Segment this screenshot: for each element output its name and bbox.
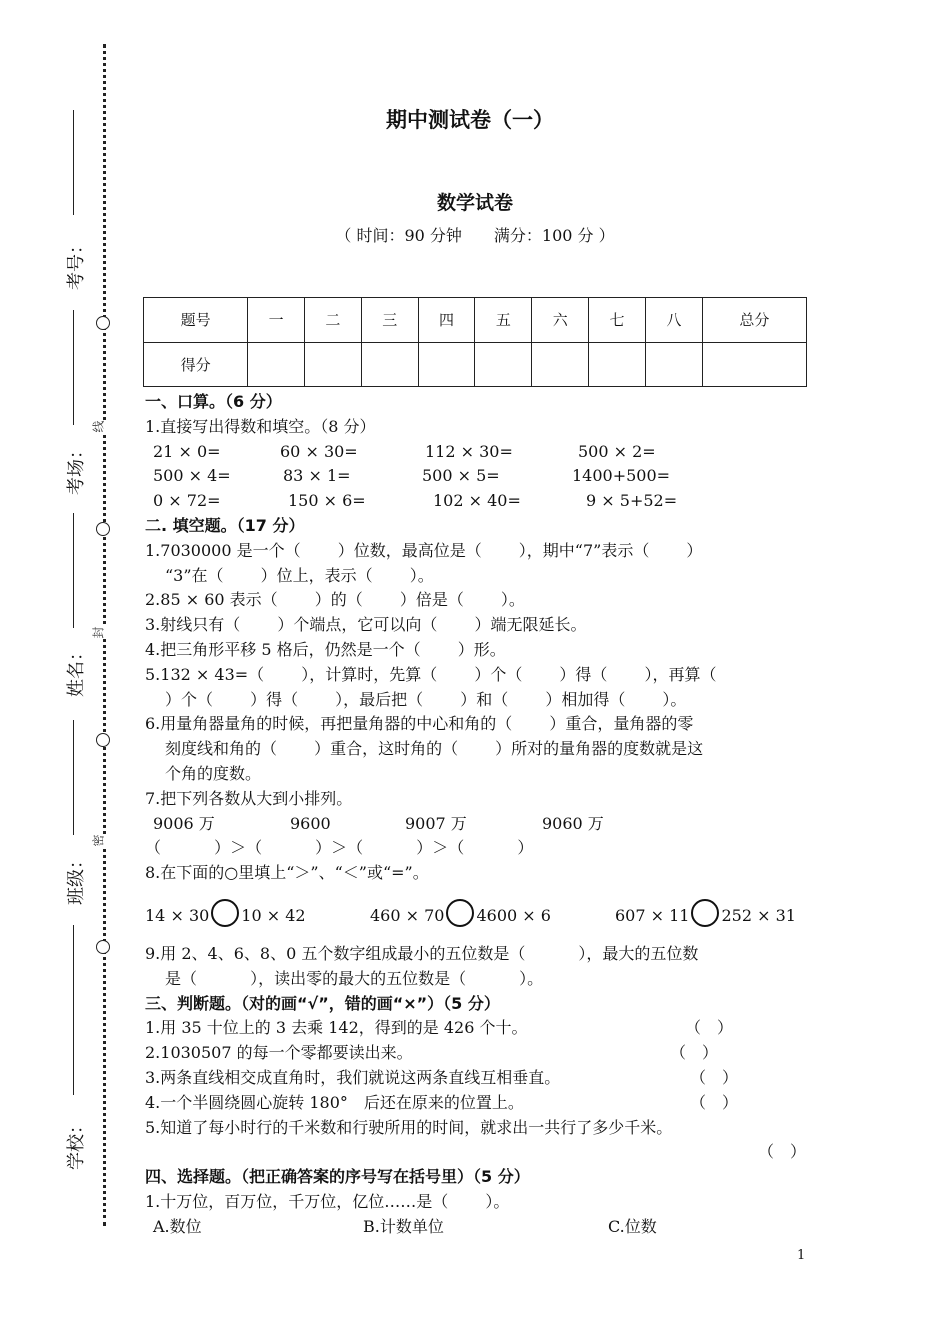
option-c[interactable]: C.位数 (608, 1216, 657, 1236)
judge-text: 1.用 35 十位上的 3 去乘 142，得到的是 426 个十。 (145, 1018, 528, 1038)
seal-char-seal: 封 (91, 626, 106, 639)
sec2-q7: 7.把下列各数从大到小排列。 (145, 788, 353, 808)
sec2-q1b: “3”在（ ）位上，表示（ ）。 (165, 565, 434, 585)
number-item: 9600 (290, 813, 331, 833)
sec2-q6a: 6.用量角器量角的时候，再把量角器的中心和角的（ ）重合，量角器的零 (145, 714, 694, 734)
school-line[interactable] (73, 925, 74, 1095)
calc-item: 83 × 1= (283, 466, 351, 486)
option-a[interactable]: A.数位 (153, 1216, 202, 1236)
sec3-item-3 (145, 1066, 810, 1091)
sec2-q8: 8.在下面的○里填上“＞”、“＜”或“=”。 (145, 863, 429, 883)
calc-item: 1400+500= (572, 466, 671, 486)
compare-right: 4600 × 6 (476, 905, 551, 925)
calc-item: 102 × 40= (433, 491, 521, 511)
compare-left: 14 × 30 (145, 905, 210, 925)
sec3-item-5-mark[interactable]: （ ） (757, 1142, 806, 1162)
judge-mark[interactable]: （ ） (690, 1067, 739, 1087)
score-header-cell: 一 (248, 298, 305, 343)
score-cell[interactable] (361, 342, 418, 387)
binding-hole-3 (96, 733, 110, 747)
compare-right: 10 × 42 (241, 905, 306, 925)
sec2-title: 二. 填空题。（17 分） (145, 515, 305, 535)
option-b[interactable]: B.计数单位 (363, 1216, 444, 1236)
sec2-q4: 4.把三角形平移 5 格后，仍然是一个（ ）形。 (145, 639, 506, 659)
sec2-q1a: 1.7030000 是一个（ ）位数，最高位是（ ），期中“7”表示（ ） (145, 540, 703, 560)
calc-item: 150 × 6= (288, 491, 366, 511)
judge-mark[interactable]: （ ） (690, 1092, 739, 1112)
score-cell[interactable] (645, 342, 702, 387)
binding-hole-4 (96, 940, 110, 954)
sec2-q3: 3.射线只有（ ）个端点，它可以向（ ）端无限延长。 (145, 615, 587, 635)
sec2-q6b: 刻度线和角的（ ）重合，这时角的（ ）所对的量角器的度数就是这 (165, 739, 704, 759)
compare-circle[interactable] (691, 899, 719, 927)
sec2-q9a: 9.用 2、4、6、8、0 五个数字组成最小的五位数是（ ），最大的五位数 (145, 943, 699, 963)
score-cell[interactable] (304, 342, 361, 387)
sec3-item-1 (145, 1016, 810, 1041)
sec1-row-1 (145, 440, 810, 465)
seal-char-close: 密 (91, 834, 106, 847)
score-cell[interactable] (532, 342, 589, 387)
score-table-header-row (144, 298, 807, 343)
compare-left: 607 × 11 (615, 905, 690, 925)
sec4-q1: 1.十万位，百万位，千万位，亿位……是（ ）。 (145, 1191, 510, 1211)
calc-item: 500 × 5= (422, 466, 500, 486)
seal-char-line: 线 (91, 420, 106, 433)
score-header-cell: 七 (589, 298, 646, 343)
sec4-title: 四、选择题。（把正确答案的序号写在括号里）（5 分） (145, 1167, 530, 1187)
judge-mark[interactable]: （ ） (685, 1018, 734, 1038)
judge-text: 4.一个半圆绕圆心旋转 180° 后还在原来的位置上。 (145, 1092, 524, 1112)
calc-item: 21 × 0= (153, 441, 221, 461)
score-header-cell: 五 (475, 298, 532, 343)
sec2-q5a: 5.132 × 43=（ ），计算时，先算（ ）个（ ）得（ ），再算（ (145, 664, 717, 684)
number-item: 9007 万 (405, 813, 467, 833)
main-title: 期中测试卷（一） (386, 108, 554, 132)
sec1-row-3 (145, 489, 810, 514)
score-row-label: 得分 (144, 342, 248, 387)
compare-item (370, 886, 615, 946)
binding-hole-1 (96, 316, 110, 330)
score-header-cell: 六 (532, 298, 589, 343)
score-cell[interactable] (475, 342, 532, 387)
class-label: 班级： (66, 851, 87, 905)
sec2-q9b: 是（ ），读出零的最大的五位数是（ ）。 (165, 968, 544, 988)
exam-room-label: 考场： (66, 441, 87, 495)
score-cell[interactable] (248, 342, 305, 387)
sec2-q8-items (145, 886, 810, 934)
compare-right: 252 × 31 (721, 905, 796, 925)
sec2-q5b: ）个（ ）得（ ），最后把（ ）和（ ）相加得（ ）。 (165, 689, 687, 709)
compare-item (615, 886, 796, 946)
score-cell[interactable] (589, 342, 646, 387)
sec3-item-5: 5.知道了每小时行的千米数和行驶所用的时间，就求出一共行了多少千米。 (145, 1117, 673, 1137)
calc-item: 0 × 72= (153, 491, 221, 511)
number-item: 9060 万 (542, 813, 604, 833)
score-header-cell: 八 (645, 298, 702, 343)
school-label: 学校： (66, 1116, 87, 1170)
judge-text: 3.两条直线相交成直角时，我们就说这两条直线互相垂直。 (145, 1067, 561, 1087)
sec2-q7-numbers (145, 812, 810, 837)
compare-circle[interactable] (211, 899, 239, 927)
name-line[interactable] (73, 513, 74, 628)
exam-content (145, 390, 810, 1240)
number-item: 9006 万 (153, 813, 215, 833)
score-header-cell: 四 (418, 298, 475, 343)
score-header-cell: 二 (304, 298, 361, 343)
page-number: 1 (797, 1248, 806, 1263)
calc-item: 112 × 30= (425, 441, 513, 461)
sec1-row-2 (145, 464, 810, 489)
calc-item: 500 × 2= (578, 441, 656, 461)
sec3-item-4 (145, 1091, 810, 1116)
class-line[interactable] (73, 720, 74, 835)
name-label: 姓名： (66, 643, 87, 697)
exam-room-line[interactable] (73, 310, 74, 425)
compare-left: 460 × 70 (370, 905, 445, 925)
sec3-item-2 (145, 1041, 810, 1066)
compare-item (145, 886, 370, 946)
score-cell[interactable] (418, 342, 475, 387)
score-header-cell: 三 (361, 298, 418, 343)
score-table-score-row (144, 342, 807, 387)
exam-info: （ 时间：90 分钟 满分：100 分 ） (335, 226, 615, 245)
compare-circle[interactable] (446, 899, 474, 927)
score-header-cell: 总分 (702, 298, 806, 343)
binding-hole-2 (96, 522, 110, 536)
sec2-q6c: 个角的度数。 (165, 763, 262, 783)
judge-text: 2.1030507 的每一个零都要读出来。 (145, 1043, 413, 1063)
calc-item: 9 × 5+52= (586, 491, 678, 511)
subtitle: 数学试卷 (436, 192, 513, 214)
sec3-title: 三、判断题。（对的画“√”，错的画“×”）（5 分） (145, 993, 500, 1013)
sec4-q1-options (145, 1215, 810, 1240)
sec2-q7-order: （ ）＞（ ）＞（ ）＞（ ） (145, 838, 534, 858)
sec2-q2: 2.85 × 60 表示（ ）的（ ）倍是（ ）。 (145, 590, 525, 610)
score-table (143, 297, 807, 387)
sec1-q1: 1.直接写出得数和填空。（8 分） (145, 416, 376, 436)
calc-item: 60 × 30= (280, 441, 358, 461)
score-cell[interactable] (702, 342, 806, 387)
sec1-title: 一、口算。（6 分） (145, 392, 282, 411)
exam-no-label: 考号： (66, 236, 87, 290)
judge-mark[interactable]: （ ） (670, 1043, 719, 1063)
calc-item: 500 × 4= (153, 466, 231, 486)
score-header-cell: 题号 (144, 298, 248, 343)
